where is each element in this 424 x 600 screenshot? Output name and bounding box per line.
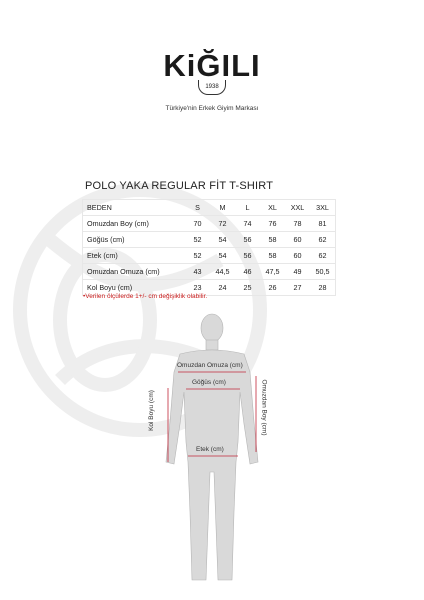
table-cell: 58 bbox=[260, 248, 285, 264]
shoulder-label: Omuzdan Omuza (cm) bbox=[177, 362, 243, 369]
table-cell: 27 bbox=[285, 280, 310, 296]
table-cell: 70 bbox=[185, 216, 210, 232]
table-cell: 23 bbox=[185, 280, 210, 296]
brand-tagline: Türkiye'nin Erkek Giyim Markası bbox=[165, 105, 259, 112]
table-cell: 47,5 bbox=[260, 264, 285, 280]
table-cell: 58 bbox=[260, 232, 285, 248]
chart-title: POLO YAKA REGULAR FİT T-SHIRT bbox=[85, 180, 274, 192]
table-cell: 52 bbox=[185, 248, 210, 264]
row-label: Omuzdan Omuza (cm) bbox=[83, 264, 186, 280]
table-cell: 62 bbox=[310, 232, 336, 248]
row-label: Göğüs (cm) bbox=[83, 232, 186, 248]
row-label: Etek (cm) bbox=[83, 248, 186, 264]
table-cell: 54 bbox=[210, 248, 235, 264]
table-cell: 78 bbox=[285, 216, 310, 232]
table-cell: 62 bbox=[310, 248, 336, 264]
table-cell: 81 bbox=[310, 216, 336, 232]
length-label: Omuzdan Boy (cm) bbox=[260, 379, 268, 436]
row-label: Kol Boyu (cm) bbox=[83, 280, 186, 296]
brand-year: 1938 bbox=[198, 80, 226, 95]
row-label: Omuzdan Boy (cm) bbox=[83, 216, 186, 232]
table-cell: 76 bbox=[260, 216, 285, 232]
tolerance-note: •Verilen ölçülerde 1+/- cm değişiklik olabilir. bbox=[83, 293, 208, 300]
header-cell: L bbox=[235, 200, 260, 216]
header-cell: XXL bbox=[285, 200, 310, 216]
header-cell: XL bbox=[260, 200, 285, 216]
table-cell: 46 bbox=[235, 264, 260, 280]
table-cell: 60 bbox=[285, 232, 310, 248]
table-cell: 26 bbox=[260, 280, 285, 296]
table-cell: 28 bbox=[310, 280, 336, 296]
table-cell: 49 bbox=[285, 264, 310, 280]
table-cell: 44,5 bbox=[210, 264, 235, 280]
header-cell: BEDEN bbox=[83, 200, 186, 216]
table-cell: 43 bbox=[185, 264, 210, 280]
header-cell: S bbox=[185, 200, 210, 216]
table-cell: 60 bbox=[285, 248, 310, 264]
hem-label: Etek (cm) bbox=[196, 446, 224, 453]
table-cell: 56 bbox=[235, 248, 260, 264]
header-cell: 3XL bbox=[310, 200, 336, 216]
table-cell: 54 bbox=[210, 232, 235, 248]
table-cell: 50,5 bbox=[310, 264, 336, 280]
table-cell: 72 bbox=[210, 216, 235, 232]
table-cell: 25 bbox=[235, 280, 260, 296]
table-cell: 56 bbox=[235, 232, 260, 248]
sleeve-label: Kol Boyu (cm) bbox=[147, 390, 155, 431]
table-cell: 74 bbox=[235, 216, 260, 232]
table-cell: 24 bbox=[210, 280, 235, 296]
brand-name: KiĞILI bbox=[163, 48, 261, 83]
chest-label: Göğüs (cm) bbox=[192, 379, 226, 386]
table-cell: 52 bbox=[185, 232, 210, 248]
header-cell: M bbox=[210, 200, 235, 216]
